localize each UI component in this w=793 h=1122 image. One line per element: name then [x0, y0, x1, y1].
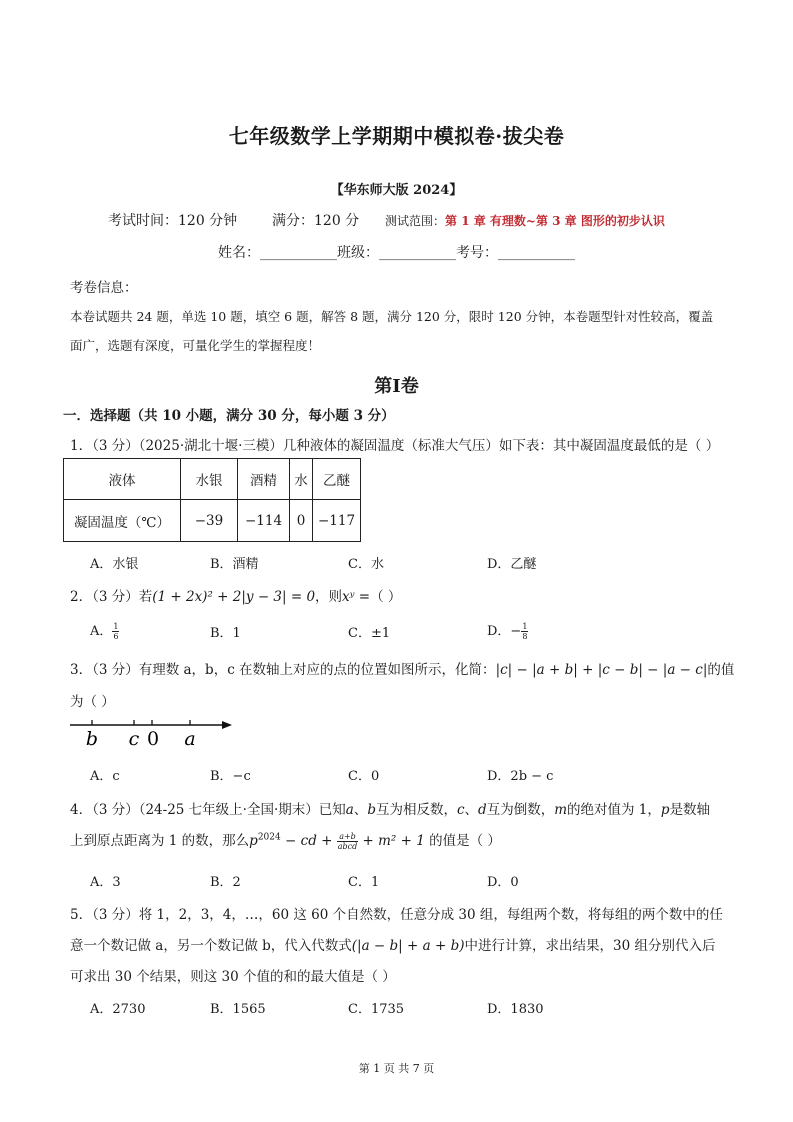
q3-option-a[interactable]: A．c: [90, 769, 120, 784]
table-row: [64, 500, 361, 542]
info-label: 考卷信息：: [70, 280, 138, 296]
fraction-denominator: abcd: [337, 842, 358, 851]
table-cell: 水银: [181, 459, 238, 500]
q4-option-b[interactable]: B．2: [210, 875, 241, 890]
q3-option-b[interactable]: B．−c: [210, 769, 251, 784]
q4-var-a: a: [345, 802, 354, 818]
page-footer: 第 1 页 共 7 页: [358, 1062, 435, 1075]
q4-fraction: [337, 832, 359, 851]
q4-text-3: 的绝对值为 1，: [567, 802, 661, 818]
q2-option-c[interactable]: C．±1: [348, 626, 391, 641]
question-3-line-1: [70, 658, 734, 678]
q1-option-b[interactable]: B．酒精: [210, 557, 259, 572]
freezing-point-table: [63, 458, 361, 542]
fraction-numerator: a+b: [337, 832, 359, 842]
fraction-denominator: 6: [113, 632, 119, 641]
q2-option-d-label: D．−: [487, 624, 522, 639]
q4-option-d[interactable]: D．0: [487, 875, 519, 890]
q4-text-1: 互为相反数，: [375, 802, 457, 818]
q4-expr-exponent: 2024: [257, 832, 281, 843]
q4-expr-p: p: [249, 833, 258, 849]
q3-expression: |c| − |a + b| + |c − b| − |a − c|: [495, 662, 708, 678]
q4-suffix: 是数轴: [669, 802, 711, 818]
scope-value: 第 1 章 有理数~第 3 章 图形的初步认识: [445, 214, 665, 228]
q2-option-a[interactable]: [90, 620, 119, 641]
q4-var-p: p: [660, 802, 670, 818]
q4-line-2-suffix: 的值是（ ）: [424, 833, 501, 849]
name-blank[interactable]: ___________: [260, 245, 337, 261]
q2-option-b[interactable]: B．1: [210, 626, 241, 641]
table-cell: 凝固温度（℃）: [64, 500, 181, 542]
table-cell: −117: [313, 500, 361, 542]
q4-text-2: 互为倒数，: [486, 802, 555, 818]
q2-mid: ，则: [315, 589, 343, 605]
q2-option-d-fraction: [521, 622, 528, 641]
number-blank[interactable]: ___________: [498, 245, 575, 261]
q1-option-c[interactable]: C．水: [348, 557, 384, 572]
number-line-arrow: [222, 721, 232, 729]
class-blank[interactable]: ___________: [379, 245, 456, 261]
q2-expression-2: xʸ =: [342, 589, 371, 605]
table-cell: 水: [290, 459, 313, 500]
q4-sep-1: 、: [353, 802, 368, 818]
q4-option-c[interactable]: C．1: [348, 875, 380, 890]
question-4-line-2: [70, 829, 501, 851]
fraction-numerator: 1: [113, 622, 119, 631]
q2-option-a-label: A．: [90, 624, 113, 639]
q4-expr-tail: + m² + 1: [358, 833, 425, 849]
table-header-row: [64, 459, 361, 500]
test-scope: [385, 212, 665, 229]
fraction-denominator: 8: [522, 632, 528, 641]
table-cell: 乙醚: [313, 459, 361, 500]
q4-option-a[interactable]: A．3: [90, 875, 121, 890]
exam-title: 七年级数学上学期期中模拟卷·拔尖卷: [228, 124, 565, 148]
question-5-line-1: 5．（3 分）将 1，2，3，4，…，60 这 60 个自然数，任意分成 30 组，每组两个数，将每组的两个数中的任: [70, 907, 723, 923]
axis-label-zero: 0: [146, 728, 160, 750]
edition-label: 【华东师大版 2024】: [330, 183, 463, 198]
section-title: 第Ⅰ卷: [374, 376, 419, 397]
q4-var-d: d: [478, 802, 487, 818]
q4-var-m: m: [554, 802, 568, 818]
q4-var-b: b: [367, 802, 376, 818]
q1-option-d[interactable]: D．乙醚: [487, 557, 537, 572]
q2-prefix: 2．（3 分）若: [70, 589, 153, 605]
q5-option-a[interactable]: A．2730: [90, 1002, 146, 1017]
question-3-line-2: 为（ ）: [70, 694, 115, 710]
q2-expression: (1 + 2x)² + 2|y − 3| = 0: [152, 589, 316, 605]
table-cell: 酒精: [238, 459, 290, 500]
q3-option-d[interactable]: D．2b − c: [487, 769, 554, 784]
q4-var-c: c: [456, 802, 465, 818]
number-label: 考号：: [456, 245, 498, 261]
table-cell: 0: [290, 500, 313, 542]
q5-option-c[interactable]: C．1735: [348, 1002, 405, 1017]
q5-line-2-suffix: 中进行计算，求出结果，30 组分别代入后: [464, 938, 716, 954]
q3-option-c[interactable]: C．0: [348, 769, 380, 784]
info-text: 本卷试题共 24 题，单选 10 题，填空 6 题，解答 8 题，满分 120 分，限时 120 分钟，本卷题型针对性较高，覆盖面广，选题有深度，可量化学生的掌握程度！: [70, 309, 714, 353]
axis-label-a: a: [184, 728, 196, 750]
question-2-stem: [70, 585, 401, 605]
q4-prefix: 4．（3 分）（24-25 七年级上·全国·期末）已知: [70, 802, 346, 818]
q3-prefix: 3．（3 分）有理数 a，b，c 在数轴上对应的点的位置如图所示，化简：: [70, 662, 496, 678]
table-cell: 液体: [64, 459, 181, 500]
question-5-line-2: [70, 934, 715, 954]
q1-option-a[interactable]: A．水银: [90, 557, 139, 572]
number-line-figure: [66, 714, 236, 750]
q5-expression: (|a − b| + a + b): [351, 938, 465, 954]
fraction-numerator: 1: [522, 622, 528, 631]
scope-label: 测试范围：: [385, 214, 446, 228]
class-label: 班级：: [337, 245, 379, 261]
q2-suffix: （ ）: [370, 589, 402, 605]
q4-line-2-prefix: 上到原点距离为 1 的数，那么: [70, 833, 250, 849]
axis-label-c: c: [128, 728, 140, 750]
student-info-line: [0, 242, 793, 262]
table-cell: −39: [181, 500, 238, 542]
question-1-stem: 1．（3 分）（2025·湖北十堰·三模）几种液体的凝固温度（标准大气压）如下表：其中凝固温度最低的是（ ）: [70, 438, 720, 454]
q4-expr-mid: − cd +: [280, 833, 337, 849]
q2-option-a-fraction: [112, 622, 119, 641]
name-label: 姓名：: [218, 245, 260, 261]
q5-option-b[interactable]: B．1565: [210, 1002, 266, 1017]
table-cell: −114: [238, 500, 290, 542]
exam-time: 考试时间：120 分钟: [108, 213, 238, 229]
full-score: 满分：120 分: [272, 213, 360, 229]
axis-label-b: b: [85, 728, 99, 750]
q4-sep-2: 、: [464, 802, 479, 818]
q5-option-d[interactable]: D．1830: [487, 1002, 544, 1017]
part-title: 一．选择题（共 10 小题，满分 30 分，每小题 3 分）: [63, 408, 395, 424]
q5-line-2-prefix: 意一个数记做 a，另一个数记做 b，代入代数式: [70, 938, 352, 954]
question-4-line-1: [70, 798, 710, 818]
q2-option-d[interactable]: [487, 620, 528, 641]
question-5-line-3: 可求出 30 个结果，则这 30 个值的和的最大值是（ ）: [70, 969, 396, 985]
q3-suffix: 的值: [707, 662, 735, 678]
